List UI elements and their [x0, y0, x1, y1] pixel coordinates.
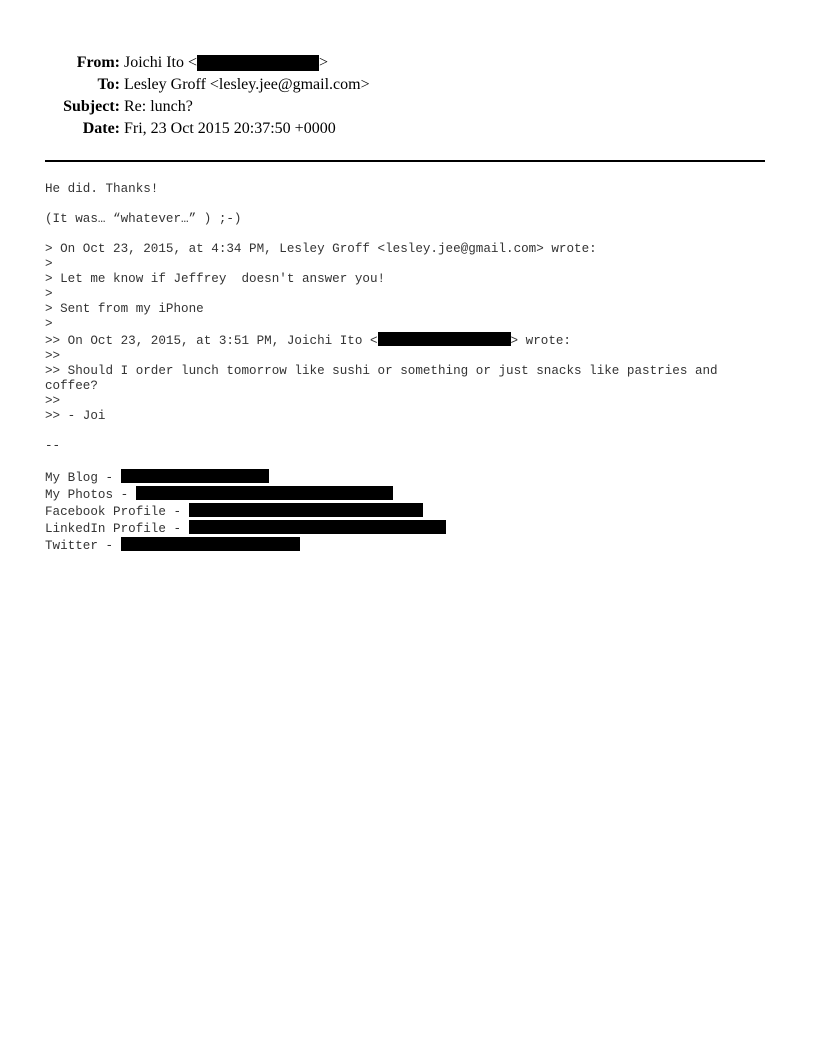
date-row — [0, 118, 816, 140]
signature-twitter — [45, 537, 765, 554]
redacted-linkedin-url — [189, 520, 446, 534]
redacted-facebook-url — [189, 503, 423, 517]
body-line: (It was… “whatever…” ) ;-) — [45, 212, 242, 226]
to-row — [0, 74, 816, 96]
blank-line — [45, 454, 765, 469]
blank-line — [45, 424, 765, 439]
subject-value: Re: lunch? — [124, 98, 193, 115]
redacted-email — [378, 332, 511, 346]
quoted-line: >> Should I order lunch tomorrow like sushi or something or just snacks like pastries and coffee? — [45, 364, 726, 393]
redacted-photos-url — [136, 486, 393, 500]
blank-line — [45, 227, 765, 242]
quoted-line: >> — [45, 349, 61, 363]
redacted-from-email — [197, 55, 319, 71]
redacted-twitter-url — [121, 537, 300, 551]
subject-row — [0, 96, 816, 118]
quoted-line: >> — [45, 394, 61, 408]
blank-line — [45, 197, 765, 212]
from-row — [0, 52, 816, 74]
body-line: He did. Thanks! — [45, 182, 159, 196]
quoted-line-suffix: > wrote: — [510, 334, 571, 348]
quoted-line: > — [45, 287, 53, 301]
from-suffix: > — [319, 54, 329, 71]
subject-label: Subject: — [63, 98, 120, 115]
from-value — [124, 52, 328, 74]
quoted-line-prefix: >> On Oct 23, 2015, at 3:51 PM, Joichi Ito < — [45, 334, 378, 348]
from-name: Joichi Ito < — [124, 54, 198, 71]
signature-separator: -- — [45, 439, 61, 453]
redacted-blog-url — [121, 469, 269, 483]
date-value: Fri, 23 Oct 2015 20:37:50 +0000 — [124, 120, 336, 137]
linkedin-label: LinkedIn Profile - — [45, 522, 189, 536]
date-label: Date: — [82, 120, 120, 137]
facebook-label: Facebook Profile - — [45, 505, 189, 519]
blog-label: My Blog - — [45, 471, 121, 485]
to-value: Lesley Groff <lesley.jee@gmail.com> — [124, 76, 370, 93]
header-divider — [45, 160, 765, 162]
photos-label: My Photos - — [45, 488, 136, 502]
signature-facebook — [45, 503, 765, 520]
twitter-label: Twitter - — [45, 539, 121, 553]
quoted-line: > — [45, 257, 53, 271]
quoted-line: > — [45, 317, 53, 331]
signature — [45, 469, 765, 554]
email-body — [45, 182, 765, 554]
signature-linkedin — [45, 520, 765, 537]
quoted-line: >> - Joi — [45, 409, 106, 423]
quoted-line — [45, 332, 765, 349]
from-label: From: — [76, 54, 120, 71]
quoted-line: > Let me know if Jeffrey doesn't answer you! — [45, 272, 386, 286]
signature-photos — [45, 486, 765, 503]
signature-blog — [45, 469, 765, 486]
email-header — [0, 52, 816, 140]
quoted-line: > Sent from my iPhone — [45, 302, 204, 316]
quoted-line: > On Oct 23, 2015, at 4:34 PM, Lesley Groff <lesley.jee@gmail.com> wrote: — [45, 242, 597, 256]
to-label: To: — [97, 76, 120, 93]
